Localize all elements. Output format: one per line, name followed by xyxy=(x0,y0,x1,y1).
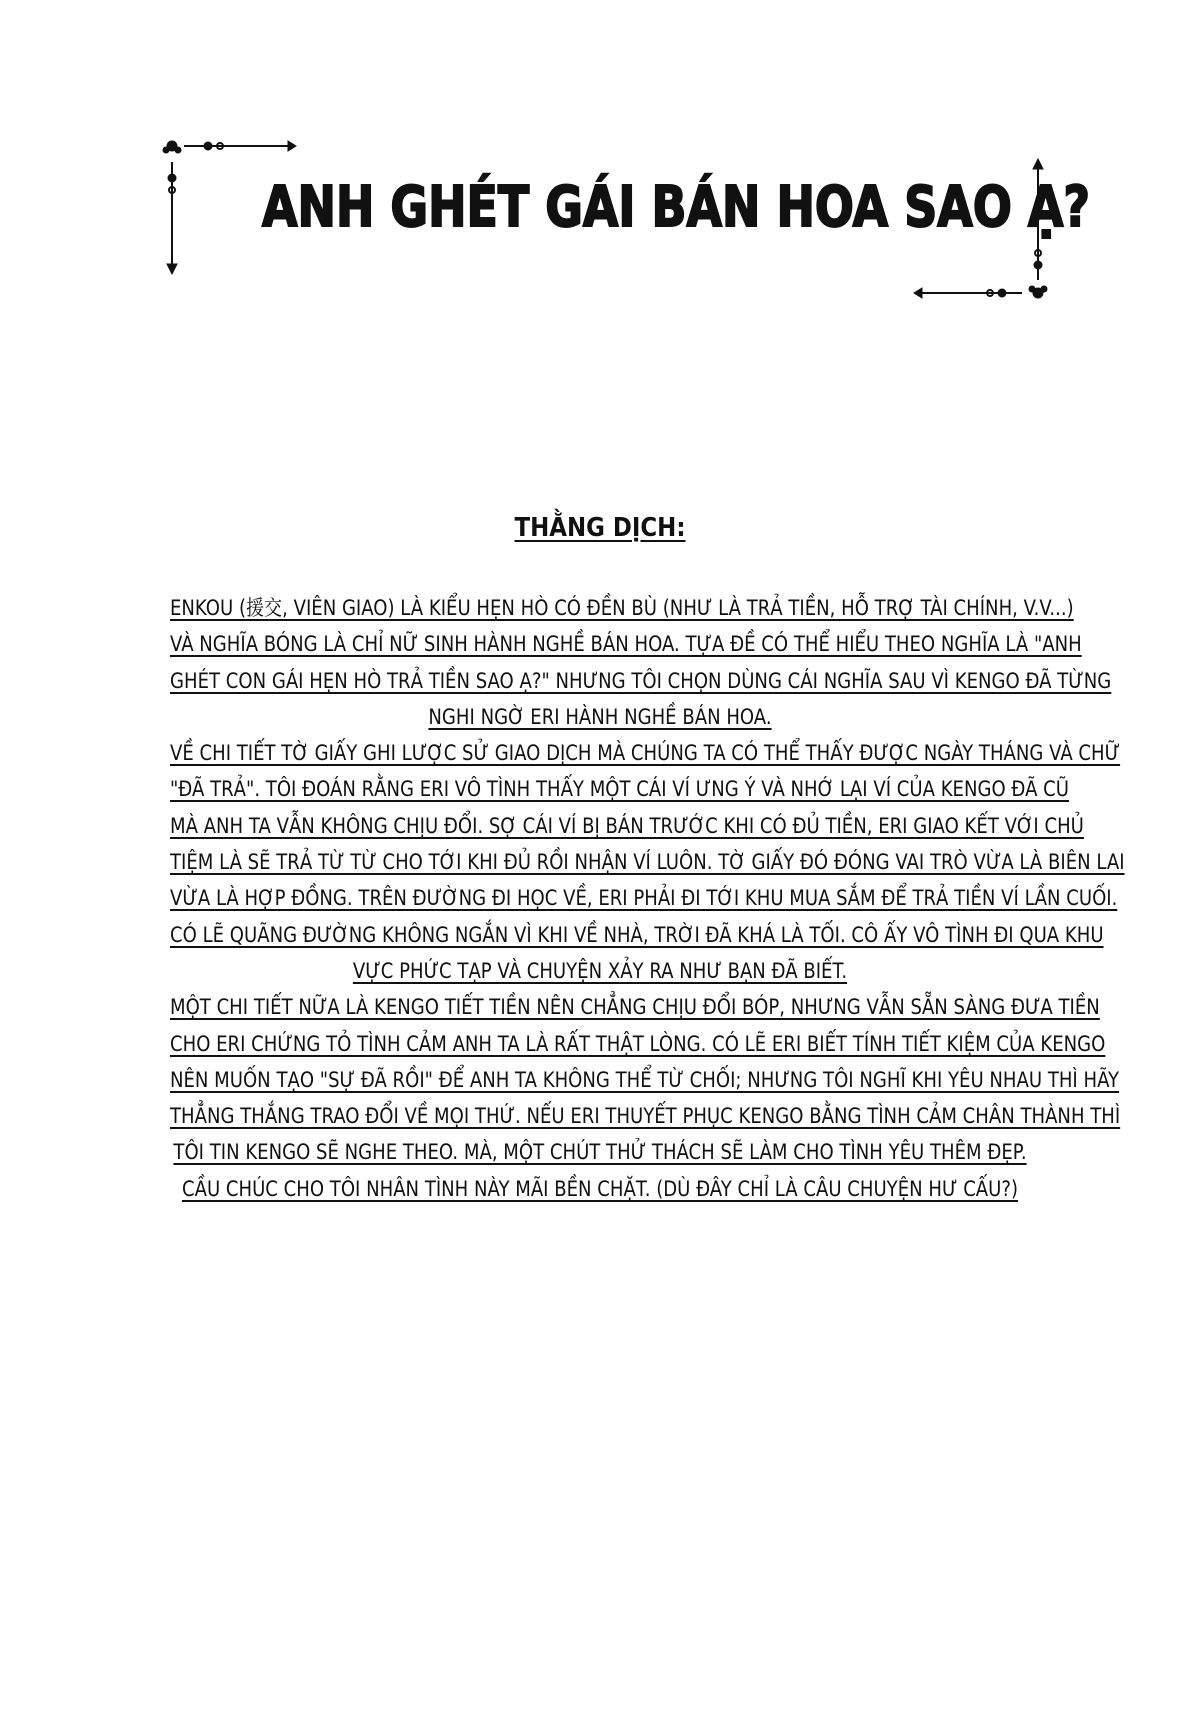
note-line: ENKOU (援交, VIÊN GIAO) LÀ KIỂU HẸN HÒ CÓ ĐỀN BÙ (NHƯ LÀ TRẢ TIỀN, HỖ TRỢ TÀI CHÍNH, V.V...) xyxy=(170,596,1074,620)
note-line: CHO ERI CHỨNG TỎ TÌNH CẢM ANH TA LÀ RẤT THẬT LÒNG. CÓ LẼ ERI BIẾT TÍNH TIẾT KIỆM CỦA KENGO xyxy=(170,1031,1106,1056)
note-line: VỪA LÀ HỢP ĐỒNG. TRÊN ĐƯỜNG ĐI HỌC VỀ, ERI PHẢI ĐI TỚI KHU MUA SẮM ĐỂ TRẢ TIỀN VÍ LẦN CUỐI. xyxy=(170,886,1118,911)
translator-heading: THẰNG DỊCH: xyxy=(514,513,686,543)
note-line: NGHI NGỜ ERI HÀNH NGHỀ BÁN HOA. xyxy=(428,704,772,729)
page-title: ANH GHÉT GÁI BÁN HOA SAO Ạ? xyxy=(262,175,1091,240)
translator-note xyxy=(100,590,1125,1207)
note-line: TIỆM LÀ SẼ TRẢ TỪ TỪ CHO TỚI KHI ĐỦ RỒI NHẬN VÍ LUÔN. TỜ GIẤY ĐÓ ĐÓNG VAI TRÒ VỪA LÀ BIÊN LAI xyxy=(170,850,1125,875)
note-line: VÀ NGHĨA BÓNG LÀ CHỈ NỮ SINH HÀNH NGHỀ BÁN HOA. TỰA ĐỀ CÓ THỂ HIỂU THEO NGHĨA LÀ "ANH xyxy=(170,632,1082,657)
note-line: CÓ LẼ QUÃNG ĐƯỜNG KHÔNG NGẮN VÌ KHI VỀ NHÀ, TRỜI ĐÃ KHÁ LÀ TỐI. CÔ ẤY VÔ TÌNH ĐI QUA KHU xyxy=(170,922,1104,947)
ornament-bottom-right-icon xyxy=(910,155,1050,305)
note-line: MÀ ANH TA VẪN KHÔNG CHỊU ĐỔI. SỢ CÁI VÍ BỊ BÁN TRƯỚC KHI CÓ ĐỦ TIỀN, ERI GIAO KẾT VỚI CHỦ xyxy=(170,813,1084,838)
note-line: VỰC PHỨC TẠP VÀ CHUYỆN XẢY RA NHƯ BẠN ĐÃ BIẾT. xyxy=(352,958,848,983)
note-line: "ĐÃ TRẢ". TÔI ĐOÁN RẰNG ERI VÔ TÌNH THẤY MỘT CÁI VÍ ƯNG Ý VÀ NHỚ LẠI VÍ CỦA KENGO ĐÃ CŨ xyxy=(170,777,1070,802)
note-line: THẲNG THẮNG TRAO ĐỔI VỀ MỌI THỨ. NẾU ERI THUYẾT PHỤC KENGO BẰNG TÌNH CẢM CHÂN THÀNH THÌ xyxy=(170,1104,1121,1129)
note-line: MỘT CHI TIẾT NỮA LÀ KENGO TIẾT TIỀN NÊN CHẲNG CHỊU ĐỔI BÓP, NHƯNG VẪN SẴN SÀNG ĐƯA TIỀN xyxy=(170,995,1100,1020)
title-block xyxy=(150,130,1091,305)
note-line: GHÉT CON GÁI HẸN HÒ TRẢ TIỀN SAO Ạ?" NHƯNG TÔI CHỌN DÙNG CÁI NGHĨA SAU VÌ KENGO ĐÃ TỪNG xyxy=(170,668,1112,693)
note-line: TÔI TIN KENGO SẼ NGHE THEO. MÀ, MỘT CHÚT THỬ THÁCH SẼ LÀM CHO TÌNH YÊU THÊM ĐẸP. xyxy=(173,1140,1027,1165)
note-line: NÊN MUỐN TẠO "SỰ ĐÃ RỒI" ĐỂ ANH TA KHÔNG THỂ TỪ CHỐI; NHƯNG TÔI NGHĨ KHI YÊU NHAU THÌ HÃY xyxy=(170,1067,1120,1092)
note-line: CẦU CHÚC CHO TÔI NHÂN TÌNH NÀY MÃI BỀN CHẶT. (DÙ ĐÂY CHỈ LÀ CÂU CHUYỆN HƯ CẤU?) xyxy=(181,1176,1019,1201)
note-line: VỀ CHI TIẾT TỜ GIẤY GHI LƯỢC SỬ GIAO DỊCH MÀ CHÚNG TA CÓ THỂ THẤY ĐƯỢC NGÀY THÁNG VÀ CHỮ xyxy=(170,741,1121,766)
